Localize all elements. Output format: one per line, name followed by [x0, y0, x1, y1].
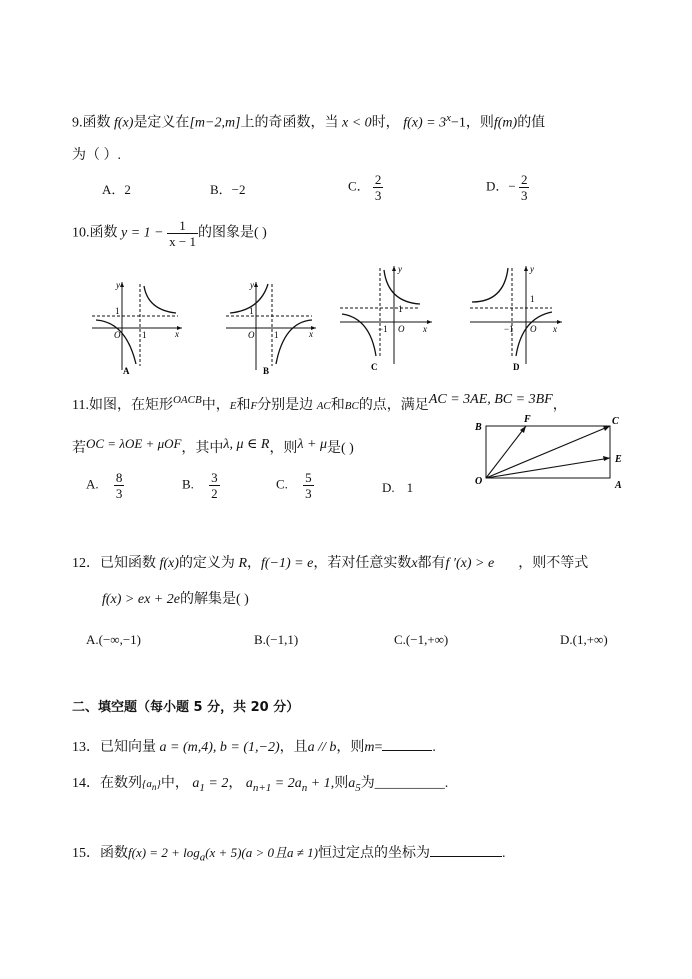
q12-option-c[interactable] [394, 630, 448, 650]
q15-text: . [501, 846, 506, 861]
q9-option-d[interactable] [486, 172, 529, 203]
q14-recurrence [245, 776, 331, 794]
rec-text: a [245, 776, 253, 791]
q11-rectangle: OACB [172, 394, 202, 406]
arrowhead [603, 426, 610, 431]
q14-line [72, 774, 448, 798]
q11-point-e: E [229, 400, 237, 412]
rec-text: + 1 [307, 776, 331, 791]
y-axis-arrow [120, 282, 124, 287]
q11-side-bc: BC [344, 400, 359, 412]
q11-text: 分别是边 [257, 398, 314, 413]
origin-label: O [114, 330, 121, 340]
q11-text: 若 [72, 441, 86, 456]
curve-left [342, 314, 376, 356]
fraction-denominator: 2 [211, 486, 218, 501]
q12-option-a[interactable] [86, 630, 141, 650]
option-label: A. [86, 632, 99, 647]
origin-label: O [248, 330, 255, 340]
q15-function [128, 845, 318, 864]
q9-line1 [72, 108, 545, 134]
q12-option-d[interactable] [560, 630, 608, 650]
rec-text: = 2a [271, 776, 302, 791]
fraction-numerator: 2 [520, 172, 528, 187]
tick-label: −1 [504, 324, 514, 334]
option-sign: − [508, 178, 516, 194]
a1-text: a [192, 776, 200, 791]
fraction-denominator: 3 [520, 188, 528, 203]
q14-text: ,则 [330, 776, 349, 791]
q12-text: ，若对任意实数 [313, 556, 412, 571]
point-label-o: O [475, 476, 483, 487]
y-label: y [530, 264, 534, 274]
q11-parameters: λ, μ ∈ R [223, 437, 270, 452]
q9-fx: f(x) [114, 115, 134, 131]
x-axis-arrow [557, 320, 562, 324]
fraction-denominator: 3 [374, 188, 382, 203]
seq-text: {a [142, 778, 152, 790]
q9-text: 是定义在 [133, 115, 190, 131]
fraction-numerator: 2 [374, 172, 382, 187]
q12-text: 都有 [417, 556, 446, 571]
option-value: 1 [406, 480, 414, 495]
q13-text: . [432, 740, 436, 755]
subscript: n [301, 781, 308, 794]
fraction [167, 218, 198, 249]
q10-text: 函数 [89, 225, 118, 241]
option-label: A. [86, 476, 99, 492]
q9-condition: x < 0 [342, 115, 372, 131]
fraction-numerator: 8 [115, 470, 123, 485]
q11-option-d[interactable] [382, 478, 413, 498]
q11-option-b[interactable] [182, 470, 220, 501]
q9-option-a[interactable] [102, 180, 131, 200]
q12-number: 12． [72, 556, 100, 571]
q12-text: ，则不等式 [518, 556, 589, 571]
arrowhead [603, 456, 610, 461]
q15-number: 15． [72, 846, 100, 861]
q14-text: ， [228, 776, 243, 791]
q11-text: ， [552, 398, 567, 413]
q11-text: 如图，在矩形 [88, 398, 173, 413]
fraction [303, 470, 314, 501]
graph-c[interactable] [338, 262, 438, 374]
fraction-numerator: 5 [305, 470, 312, 485]
origin-label: O [398, 324, 405, 334]
q13-text: = [374, 740, 383, 755]
option-value: (1,+∞) [572, 632, 608, 647]
func-text: (x + 5) [205, 845, 242, 860]
curve-right [384, 270, 420, 304]
option-value: (−1,1) [265, 632, 299, 647]
q9-option-c[interactable] [348, 172, 383, 203]
x-axis-arrow [427, 320, 432, 324]
q9-equation-rest: −1 [450, 115, 466, 131]
point-label-b: B [475, 422, 482, 433]
q13-text: ，则 [336, 740, 365, 755]
q14-text: 在数列 [100, 776, 142, 791]
curve-right [276, 320, 312, 364]
y-label: y [398, 264, 402, 274]
option-label: A． [102, 182, 125, 197]
q12-text: 的解集是( ) [179, 592, 249, 607]
q14-sequence [142, 778, 161, 793]
q13-text: 已知向量 [100, 740, 156, 755]
q12-condition1: f(−1) = e [261, 556, 314, 571]
option-value: −2 [231, 182, 246, 197]
q13-line [72, 736, 436, 758]
graph-label: A [123, 366, 130, 376]
q9-line2: 为（ ）. [72, 148, 121, 163]
q12-domain: R [238, 556, 247, 571]
curve-left [472, 268, 508, 302]
q12-text: 已知函数 [100, 556, 156, 571]
q13-number: 13． [72, 740, 100, 755]
curve-left [96, 320, 136, 364]
point-label-e: E [615, 454, 622, 465]
graph-label: D [513, 362, 520, 372]
q14-text: 为 [360, 776, 375, 791]
q9-equation: f(x) = 3 [403, 115, 447, 131]
point-label-c: C [612, 416, 619, 427]
q11-point-f: F [250, 400, 258, 412]
q13-text: ，且 [279, 740, 308, 755]
tick-label: 1 [115, 306, 120, 316]
q11-option-c[interactable] [276, 470, 314, 501]
q12-line1 [72, 554, 588, 574]
option-value: 2 [124, 182, 131, 197]
q11-option-a[interactable] [86, 470, 124, 501]
subscript: n [151, 782, 157, 793]
option-label: C. [276, 476, 288, 492]
q10-number: 10. [72, 225, 90, 241]
option-label: D． [486, 178, 509, 194]
q11-text: ，其中 [181, 441, 224, 456]
q12-text: ， [247, 556, 261, 571]
option-value: (−1,+∞) [405, 632, 449, 647]
q9-text: 的值 [517, 115, 546, 131]
graph-a[interactable] [88, 276, 188, 378]
answer-blank[interactable] [382, 736, 432, 751]
q12-text: 的定义为 [178, 556, 235, 571]
option-label: C. [394, 632, 406, 647]
fraction [373, 172, 384, 203]
func-text: f(x) = 2 + log [128, 845, 200, 860]
vector-oe [486, 458, 610, 478]
point-label-a: A [615, 480, 622, 491]
point-label-f: F [524, 414, 531, 425]
q11-sum: λ + μ [297, 437, 327, 452]
q14-text: . [444, 776, 449, 791]
fraction [114, 470, 125, 501]
answer-blank[interactable] [430, 842, 502, 857]
q15-text: 函数 [100, 846, 128, 861]
graph-b[interactable] [222, 276, 322, 378]
origin-label: O [530, 324, 537, 334]
option-value: (−∞,−1) [98, 632, 141, 647]
tick-label: 1 [530, 294, 535, 304]
q12-option-b[interactable] [254, 630, 298, 650]
tick-label: 1 [249, 306, 254, 316]
option-label: B. [182, 476, 194, 492]
q14-text: 中， [160, 776, 189, 791]
fraction-denominator: 3 [305, 486, 312, 501]
fraction-numerator: 3 [211, 470, 218, 485]
y-axis-arrow [392, 266, 396, 271]
q11-vector-equation: OC = λOE + μOF [86, 436, 182, 451]
q12-fx: f(x) [159, 556, 179, 571]
option-label: D. [382, 480, 395, 495]
tick-label: 1 [398, 304, 403, 314]
y-label: y [116, 280, 120, 290]
option-label: D. [560, 632, 573, 647]
q13-vectors: a = (m,4), b = (1,−2) [159, 740, 280, 755]
q15-text: 恒过定点的坐标为 [317, 846, 430, 861]
x-label: x [553, 324, 557, 334]
q11-line2 [72, 438, 354, 459]
q10-text: 的图象是( ) [197, 225, 267, 241]
fraction [519, 172, 530, 203]
graph-d[interactable] [468, 262, 568, 374]
q14-a5 [348, 776, 361, 794]
y-axis-arrow [524, 266, 528, 271]
fraction-denominator: 3 [115, 486, 123, 501]
option-label: B． [210, 182, 232, 197]
q15-line [72, 842, 505, 868]
q12-line2 [102, 590, 249, 610]
graph-label: B [263, 366, 270, 376]
seq-text: } [156, 778, 161, 790]
q12-inequality: f(x) > ex + 2e [102, 592, 180, 607]
graph-label: C [371, 362, 378, 372]
tick-label: 1 [274, 330, 279, 340]
option-label: C． [348, 178, 370, 194]
q9-fm: f(m) [493, 115, 518, 131]
q9-text: ，则 [465, 115, 494, 131]
q9-interval: [m−2,m] [189, 115, 241, 131]
q9-text: 上的奇函数，当 [240, 115, 339, 131]
q11-text: 的点，满足 [358, 398, 429, 413]
q11-text: 和 [330, 398, 345, 413]
fraction-numerator: 1 [167, 218, 198, 234]
q14-a1 [192, 776, 229, 794]
a5-text: a [348, 776, 356, 791]
q9-number: 9. [72, 115, 83, 131]
q12-variable: x [411, 556, 418, 571]
y-label: y [250, 280, 254, 290]
q15-condition: (a > 0且a ≠ 1) [241, 845, 318, 860]
q9-text: 函数 [82, 115, 111, 131]
curve-right [144, 286, 176, 313]
section-heading: 二、填空题（每小题 5 分，共 20 分） [72, 700, 300, 715]
subscript: 1 [199, 781, 205, 794]
a1-value: = 2 [204, 776, 229, 791]
q11-side-ac: AC [316, 400, 331, 412]
fraction-denominator: x − 1 [169, 234, 196, 249]
tick-label: 1 [142, 330, 147, 340]
q10-line [72, 218, 267, 249]
q13-m: m [364, 740, 375, 755]
option-label: B. [254, 632, 266, 647]
q10-function: y = 1 − [121, 225, 164, 241]
q11-text: 是( ) [326, 441, 354, 456]
q11-rectangle-figure [470, 412, 630, 492]
q11-text: 中， [201, 398, 230, 413]
answer-blank[interactable]: __________ [374, 776, 445, 791]
vector-oc [486, 426, 610, 478]
q11-text: ，则 [269, 441, 298, 456]
curve-right [516, 312, 552, 356]
subscript: 5 [355, 781, 361, 794]
subscript: n+1 [252, 781, 272, 794]
q9-text: 时， [371, 115, 400, 131]
tick-label: −1 [378, 324, 388, 334]
q14-number: 14． [72, 776, 100, 791]
x-label: x [309, 329, 313, 339]
q11-condition: AC = 3AE, BC = 3BF [428, 392, 553, 407]
q9-option-b[interactable] [210, 180, 246, 200]
x-label: x [175, 329, 179, 339]
subscript: a [199, 851, 206, 864]
x-label: x [423, 324, 427, 334]
q12-condition2: f ′(x) > e [445, 556, 495, 571]
q13-parallel: a // b [307, 740, 337, 755]
q11-number: 11. [72, 398, 89, 413]
y-axis-arrow [254, 282, 258, 287]
q9-exponent: x [446, 112, 451, 124]
fraction [209, 470, 220, 501]
q11-text: 和 [236, 398, 251, 413]
